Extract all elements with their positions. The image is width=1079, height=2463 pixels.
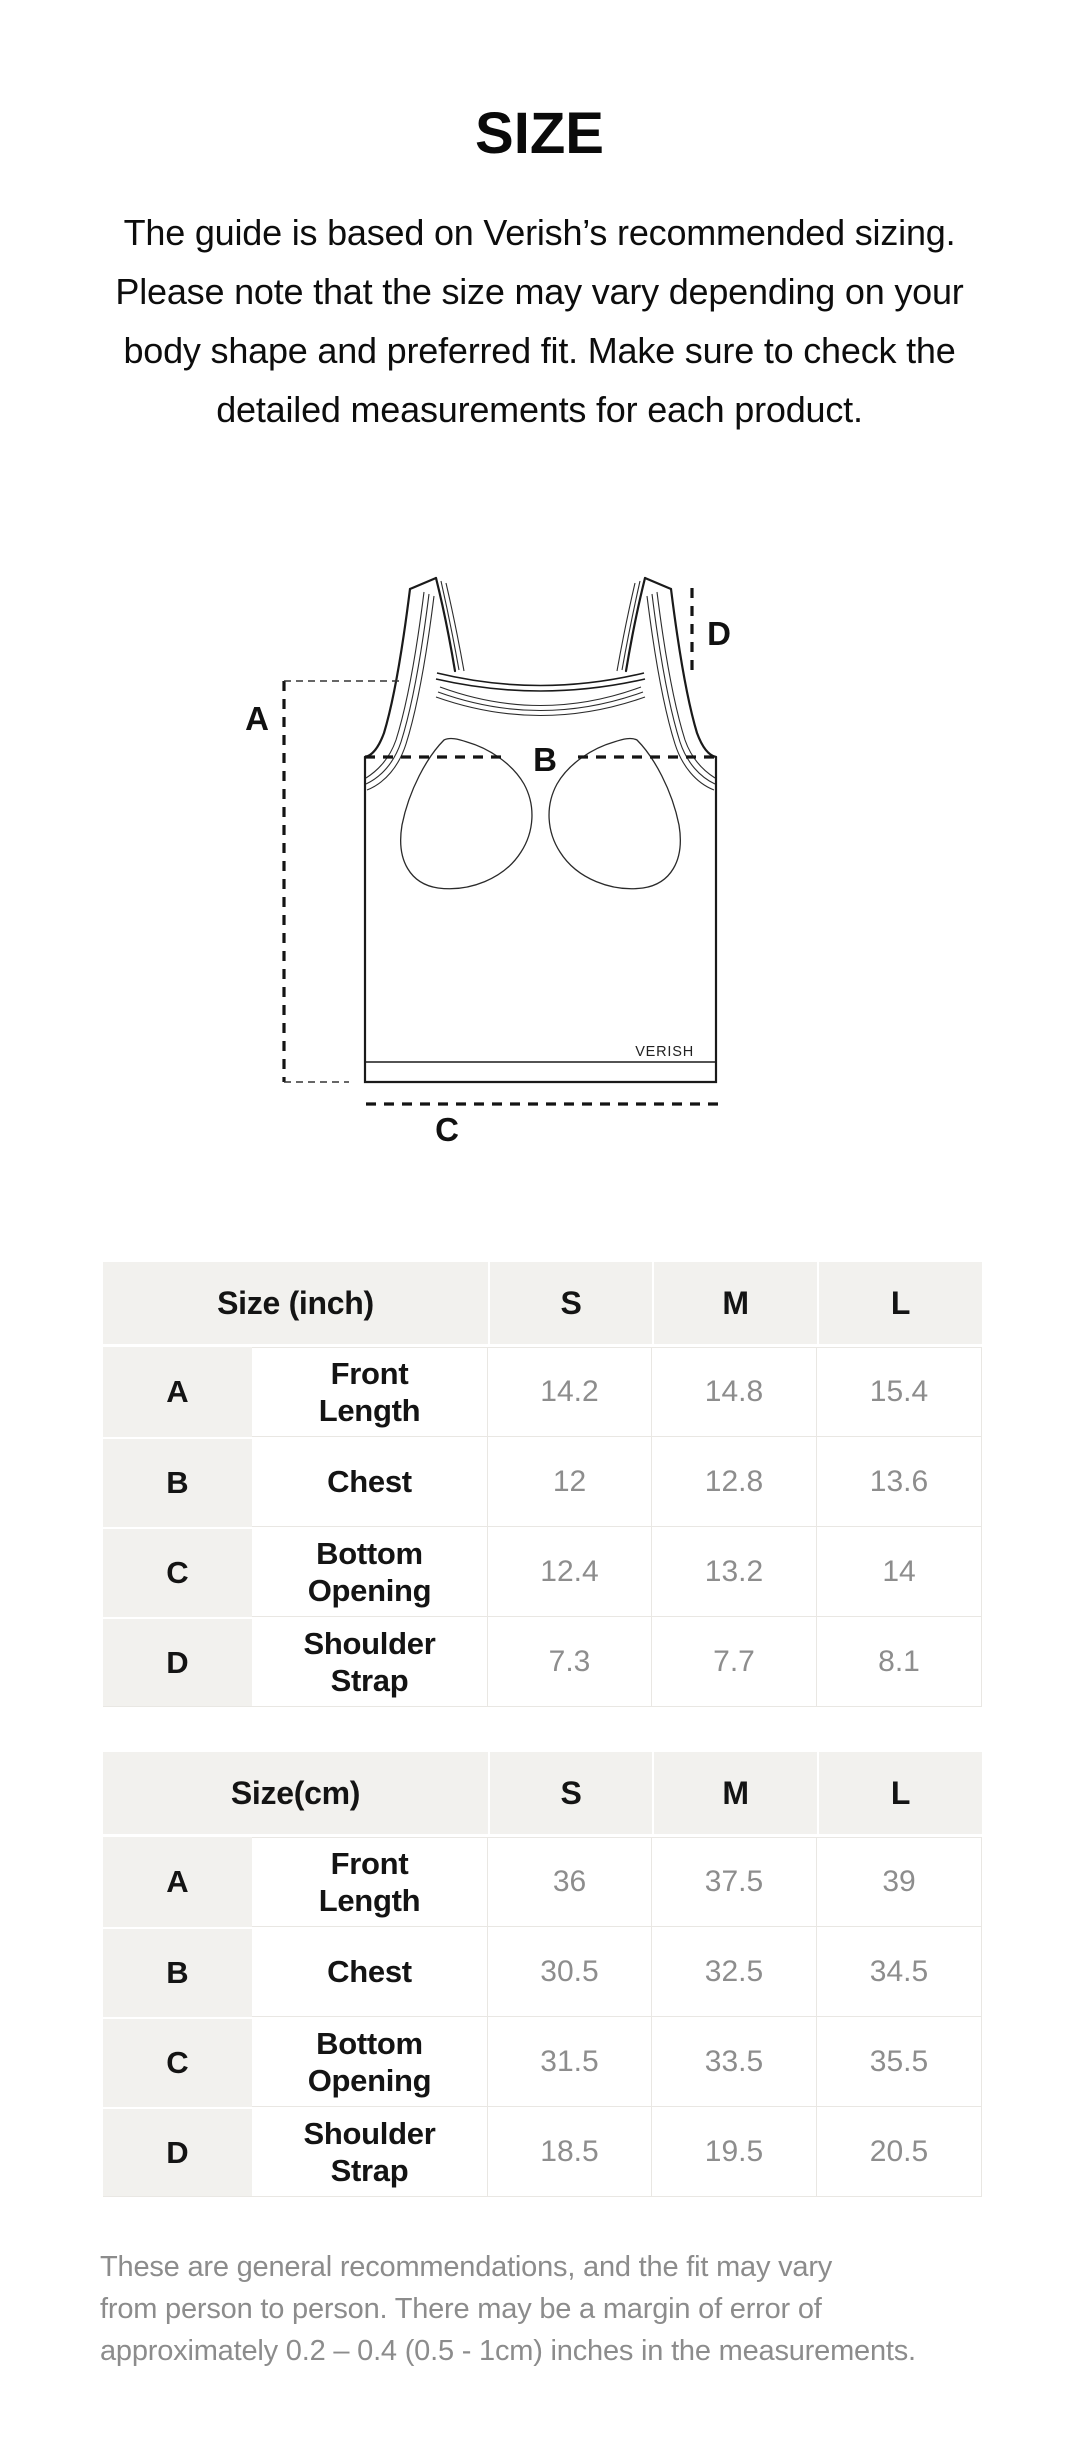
size-value: 13.6 xyxy=(817,1437,982,1527)
garment-body xyxy=(365,757,716,1082)
size-column-header: S xyxy=(488,1752,652,1837)
size-column-header: M xyxy=(652,1262,817,1347)
size-column-header: S xyxy=(488,1262,652,1347)
size-value: 34.5 xyxy=(817,1927,982,2017)
size-value: 30.5 xyxy=(488,1927,652,2017)
measurement-name-line: Front xyxy=(330,1356,409,1391)
measurement-letter: A xyxy=(103,1347,252,1437)
description-line: body shape and preferred fit. Make sure to check the xyxy=(123,330,956,371)
measure-labels xyxy=(245,615,731,1148)
size-value: 31.5 xyxy=(488,2017,652,2107)
label-c: C xyxy=(435,1111,459,1148)
measurement-letter: C xyxy=(103,1527,252,1617)
table-unit-header: Size(cm) xyxy=(103,1752,488,1837)
measurement-lines xyxy=(284,588,719,1104)
label-b: B xyxy=(533,741,557,778)
size-value: 14 xyxy=(817,1527,982,1617)
label-a: A xyxy=(245,700,269,737)
neckline-top-edge xyxy=(437,673,644,686)
size-value: 7.3 xyxy=(488,1617,652,1707)
description-line: The guide is based on Verish’s recommended sizing. xyxy=(123,212,956,253)
right-strap-inner-edge xyxy=(626,578,645,671)
brand-label: VERISH xyxy=(635,1044,694,1060)
size-value: 13.2 xyxy=(652,1527,817,1617)
measurement-name-line: Strap xyxy=(330,1662,409,1698)
measurement-name xyxy=(252,1837,488,1927)
measurement-name xyxy=(252,2107,488,2197)
measurement-name xyxy=(252,1927,488,2017)
size-value: 12.8 xyxy=(652,1437,817,1527)
page-title: SIZE xyxy=(475,101,604,166)
measurement-name xyxy=(252,1437,488,1527)
disclaimer-text xyxy=(100,2246,1000,2372)
size-value: 19.5 xyxy=(652,2107,817,2197)
measurement-name xyxy=(252,1527,488,1617)
size-value: 8.1 xyxy=(817,1617,982,1707)
left-cup xyxy=(401,739,532,889)
measurement-name-line: Opening xyxy=(307,2062,432,2098)
left-strap-top-edge xyxy=(410,578,436,589)
disclaimer-line: These are general recommendations, and the fit may vary xyxy=(100,2251,833,2283)
size-value: 39 xyxy=(817,1837,982,1927)
left-armhole-edge xyxy=(365,589,410,757)
measurement-name-line: Bottom xyxy=(316,1535,423,1571)
size-value: 32.5 xyxy=(652,1927,817,2017)
size-value: 14.8 xyxy=(652,1347,817,1437)
size-value: 35.5 xyxy=(817,2017,982,2107)
size-column-header: L xyxy=(817,1262,982,1347)
size-value: 33.5 xyxy=(652,2017,817,2107)
measurement-name-line: Chest xyxy=(327,1954,412,1989)
disclaimer-line: from person to person. There may be a margin of error of xyxy=(100,2293,822,2325)
measurement-ticks xyxy=(284,681,401,1082)
measurement-letter: A xyxy=(103,1837,252,1927)
measurement-letter: B xyxy=(103,1927,252,2017)
measurement-letter: C xyxy=(103,2017,252,2107)
measurement-name-line: Length xyxy=(318,1393,421,1428)
table-unit-header: Size (inch) xyxy=(103,1262,488,1347)
measurement-letter: D xyxy=(103,2107,252,2197)
size-value: 37.5 xyxy=(652,1837,817,1927)
disclaimer-line: approximately 0.2 – 0.4 (0.5 - 1cm) inches in the measurements. xyxy=(100,2335,916,2367)
measurement-name xyxy=(252,1617,488,1707)
size-value: 14.2 xyxy=(488,1347,652,1437)
size-value: 15.4 xyxy=(817,1347,982,1437)
garment-measurement-diagram xyxy=(150,540,930,1260)
measurement-name-line: Shoulder xyxy=(303,2115,436,2151)
size-value: 12.4 xyxy=(488,1527,652,1617)
size-table-cm xyxy=(103,1752,982,2197)
measurement-name-line: Chest xyxy=(327,1464,412,1499)
description-line: Please note that the size may vary depending on your xyxy=(115,271,964,312)
size-column-header: M xyxy=(652,1752,817,1837)
label-d: D xyxy=(707,615,731,652)
size-guide-description xyxy=(0,203,1079,439)
right-cup xyxy=(549,739,680,889)
measurement-name-line: Front xyxy=(330,1846,409,1881)
right-strap-top-edge xyxy=(645,578,671,589)
size-column-header: L xyxy=(817,1752,982,1837)
measurement-name-line: Length xyxy=(318,1883,421,1918)
measurement-name-line: Strap xyxy=(330,2152,409,2188)
measurement-letter: B xyxy=(103,1437,252,1527)
measurement-name xyxy=(252,2017,488,2107)
size-value: 18.5 xyxy=(488,2107,652,2197)
measurement-name xyxy=(252,1347,488,1437)
measurement-name-line: Shoulder xyxy=(303,1625,436,1661)
garment-outline xyxy=(365,578,716,1082)
size-table-inch xyxy=(103,1262,982,1707)
measurement-name-line: Bottom xyxy=(316,2025,423,2061)
measurement-letter: D xyxy=(103,1617,252,1707)
left-strap-inner-edge xyxy=(436,578,455,671)
size-value: 7.7 xyxy=(652,1617,817,1707)
measurement-name-line: Opening xyxy=(307,1572,432,1608)
size-value: 36 xyxy=(488,1837,652,1927)
size-value: 12 xyxy=(488,1437,652,1527)
size-value: 20.5 xyxy=(817,2107,982,2197)
description-line: detailed measurements for each product. xyxy=(216,389,863,430)
neckline-edges xyxy=(365,673,716,1062)
